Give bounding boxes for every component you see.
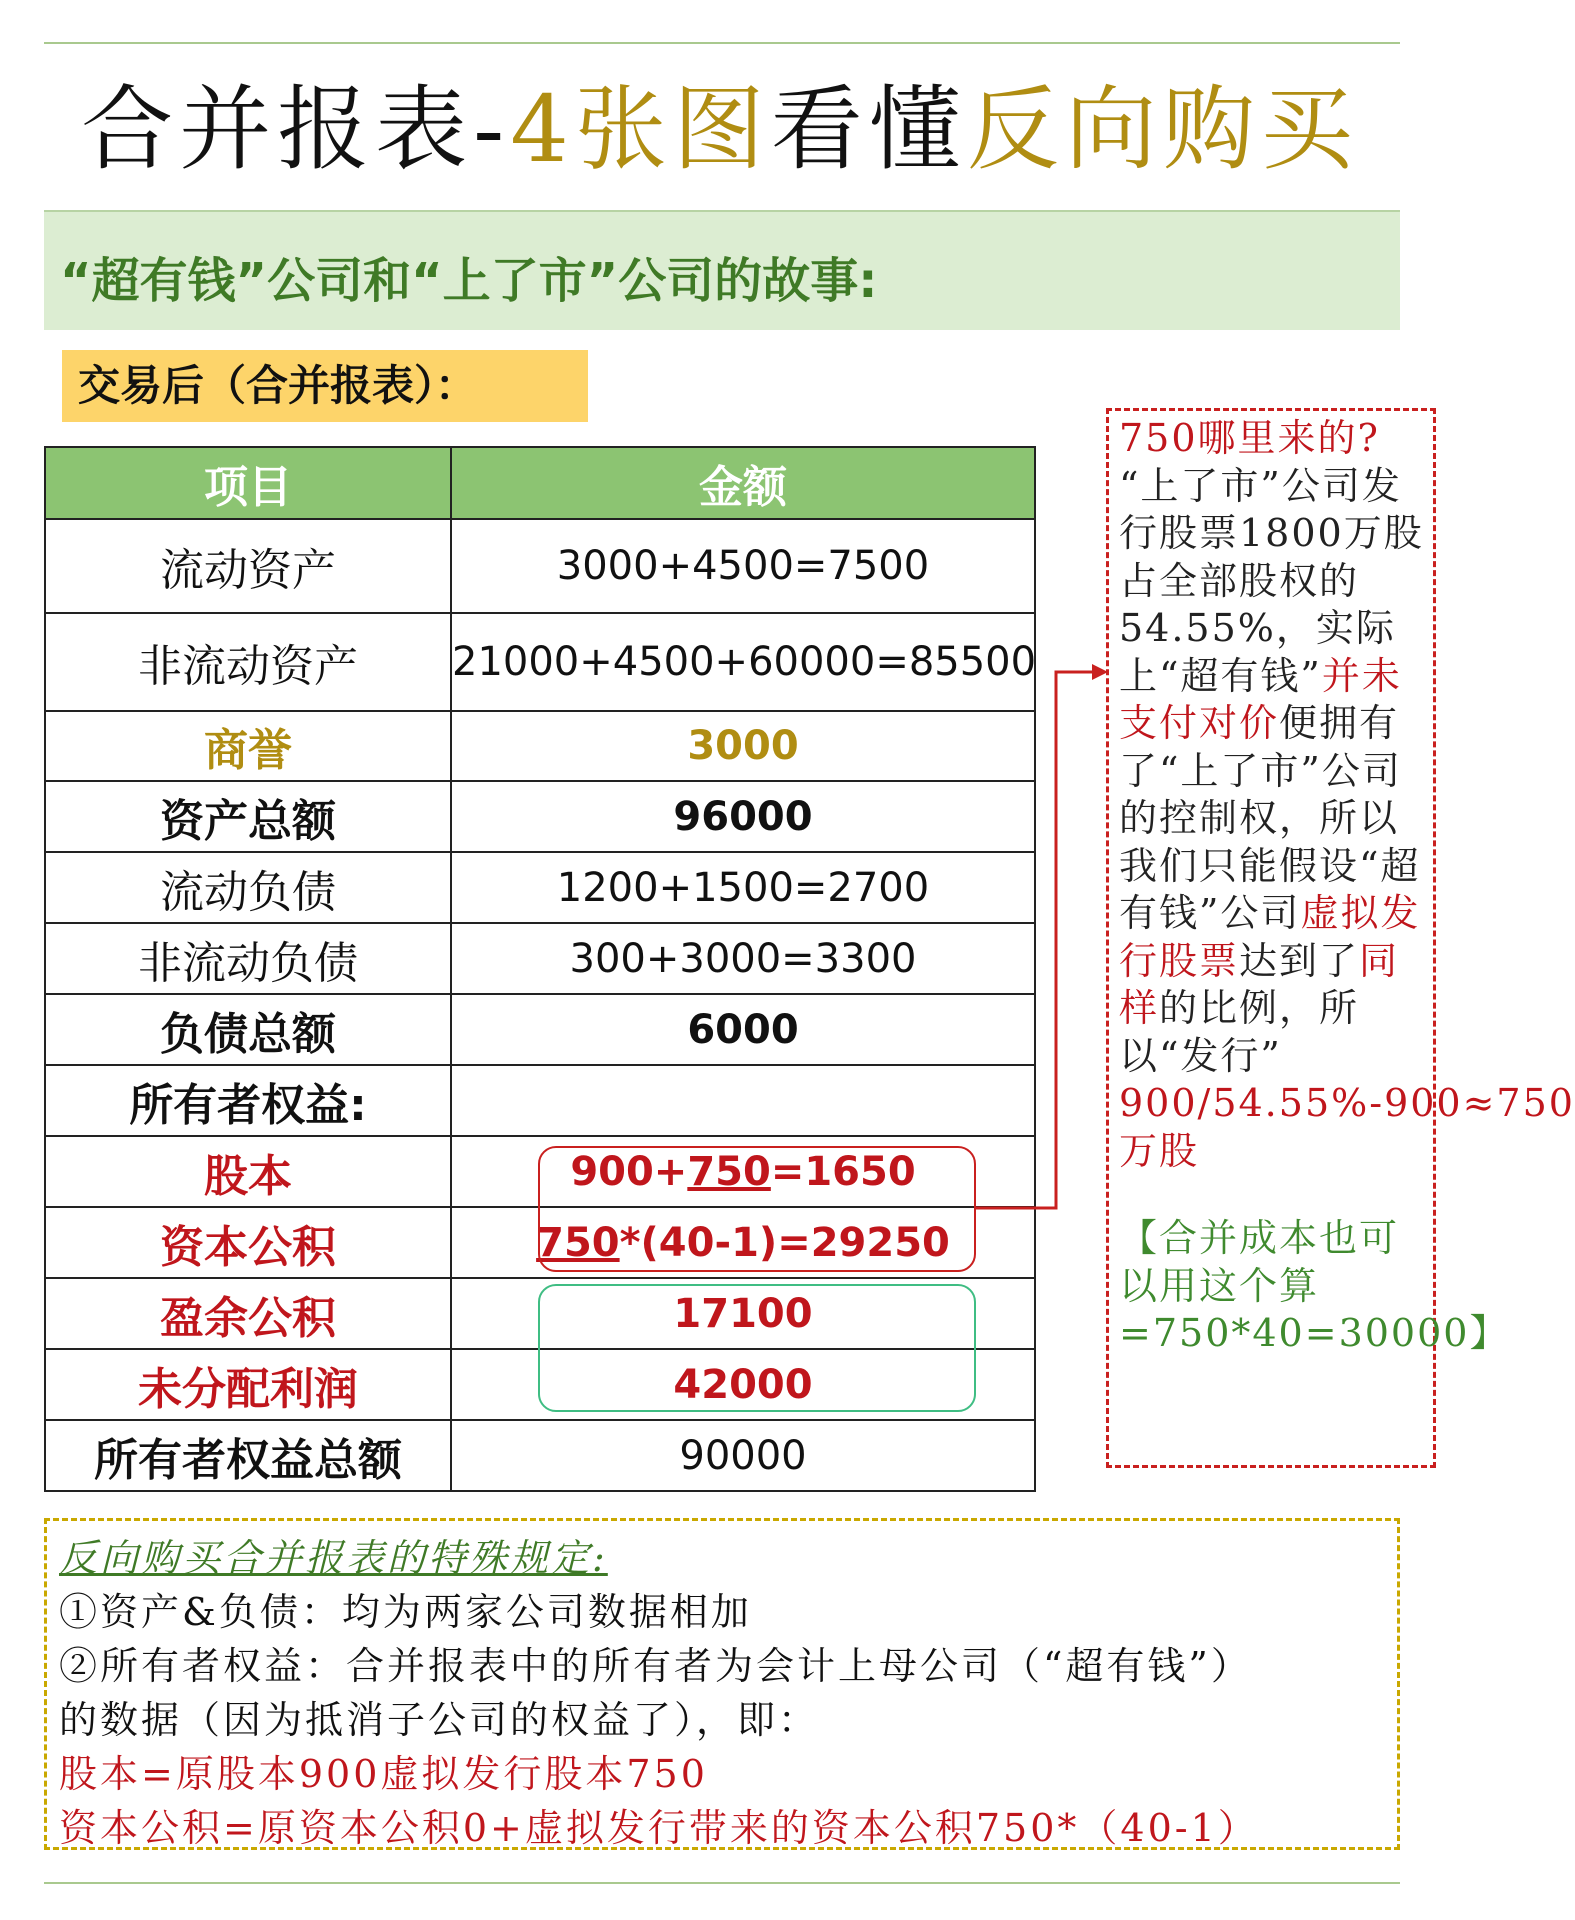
subtitle: “超有钱”公司和“上了市”公司的故事: [60, 253, 878, 309]
row-amount: 3000 [451, 711, 1035, 781]
table-row [45, 923, 1035, 994]
row-amount: 21000+4500+60000=85500 [451, 613, 1035, 711]
arrow-icon [976, 660, 1110, 1220]
table-row [45, 852, 1035, 923]
row-item: 非流动资产 [45, 613, 451, 711]
row-amount: 90000 [451, 1420, 1035, 1491]
row-item: 资本公积 [45, 1207, 451, 1278]
top-divider [44, 42, 1400, 44]
side-note-question: 750哪里来的? [1119, 416, 1380, 460]
row-amount [451, 1065, 1035, 1136]
row-item: 未分配利润 [45, 1349, 451, 1420]
note-highlight: 同样 [1119, 938, 1400, 1030]
header-amount: 金额 [451, 447, 1035, 519]
highlight-box-share-capital [538, 1146, 976, 1272]
row-amount: 300+3000=3300 [451, 923, 1035, 994]
row-amount: 6000 [451, 994, 1035, 1065]
table-row [45, 1065, 1035, 1136]
rule-line: 的数据（因为抵消子公司的权益了），即： [59, 1698, 820, 1742]
special-rules-box [44, 1518, 1400, 1850]
rule-line-highlight: 股本=原股本900虚拟发行股本750 [59, 1752, 708, 1796]
row-item: 商誉 [45, 711, 451, 781]
row-item: 所有者权益: [45, 1065, 451, 1136]
row-amount: 96000 [451, 781, 1035, 852]
table-row [45, 1420, 1035, 1491]
row-item: 所有者权益总额 [45, 1420, 451, 1491]
note-text: “上了市”公司发行股票1800万股占全部股权的54.55%，实际上“超有钱” [1119, 463, 1424, 698]
row-item: 资产总额 [45, 781, 451, 852]
rules-title: 反向购买合并报表的特殊规定: [59, 1536, 608, 1580]
section-label: 交易后（合并报表）： [62, 350, 588, 422]
row-amount: 42000 [451, 1349, 1035, 1420]
row-item: 流动负债 [45, 852, 451, 923]
title-part-2: 4张图 [510, 76, 771, 183]
table-row [45, 519, 1035, 613]
amount-underlined: 750 [536, 1219, 620, 1266]
note-text: 的比例，所以“发行” [1119, 986, 1360, 1078]
amount-part: 900+ [570, 1148, 688, 1195]
note-highlight: 虚拟发行股票 [1119, 891, 1421, 983]
side-note [1106, 408, 1575, 1468]
row-item: 流动资产 [45, 519, 451, 613]
title-part-3: 看懂 [770, 76, 967, 183]
table-header-row [45, 447, 1035, 519]
subtitle-band [44, 210, 1400, 330]
amount-part: =1650 [770, 1148, 916, 1195]
rule-line: ①资产&负债：均为两家公司数据相加 [59, 1590, 752, 1634]
amount-part: *(40-1)=29250 [619, 1219, 950, 1266]
row-item: 股本 [45, 1136, 451, 1207]
header-item: 项目 [45, 447, 451, 519]
row-item: 盈余公积 [45, 1278, 451, 1349]
rule-line-highlight: 资本公积=原资本公积0+虚拟发行带来的资本公积750*（40-1） [59, 1806, 1259, 1850]
row-amount: 1200+1500=2700 [451, 852, 1035, 923]
row-item: 非流动负债 [45, 923, 451, 994]
note-text: 达到了 [1239, 938, 1360, 983]
table-row [45, 994, 1035, 1065]
table-row [45, 711, 1035, 781]
title-part-1: 合并报表- [81, 76, 511, 183]
side-note-calc: 900/54.55%-900≈750万股 [1119, 1081, 1575, 1173]
side-note-body [1119, 463, 1427, 1081]
table-row [45, 781, 1035, 852]
rule-line: ②所有者权益：合并报表中的所有者为会计上母公司（“超有钱”） [59, 1644, 1252, 1688]
bottom-divider [44, 1882, 1400, 1884]
note-text: 便拥有了“上了市”公司的控制权，所以我们只能假设“超有钱”公司 [1119, 701, 1421, 935]
table-row [45, 613, 1035, 711]
page-title [0, 70, 1440, 190]
amount-underlined: 750 [687, 1148, 771, 1195]
row-amount: 17100 [451, 1278, 1035, 1349]
highlight-box-retained-earnings [538, 1284, 976, 1412]
row-item: 负债总额 [45, 994, 451, 1065]
row-amount: 3000+4500=7500 [451, 519, 1035, 613]
note-highlight: 并未支付对价 [1119, 653, 1402, 745]
side-note-extra: 【合并成本也可以用这个算=750*40=30000】 [1119, 1216, 1510, 1355]
title-part-4: 反向购买 [966, 76, 1359, 183]
